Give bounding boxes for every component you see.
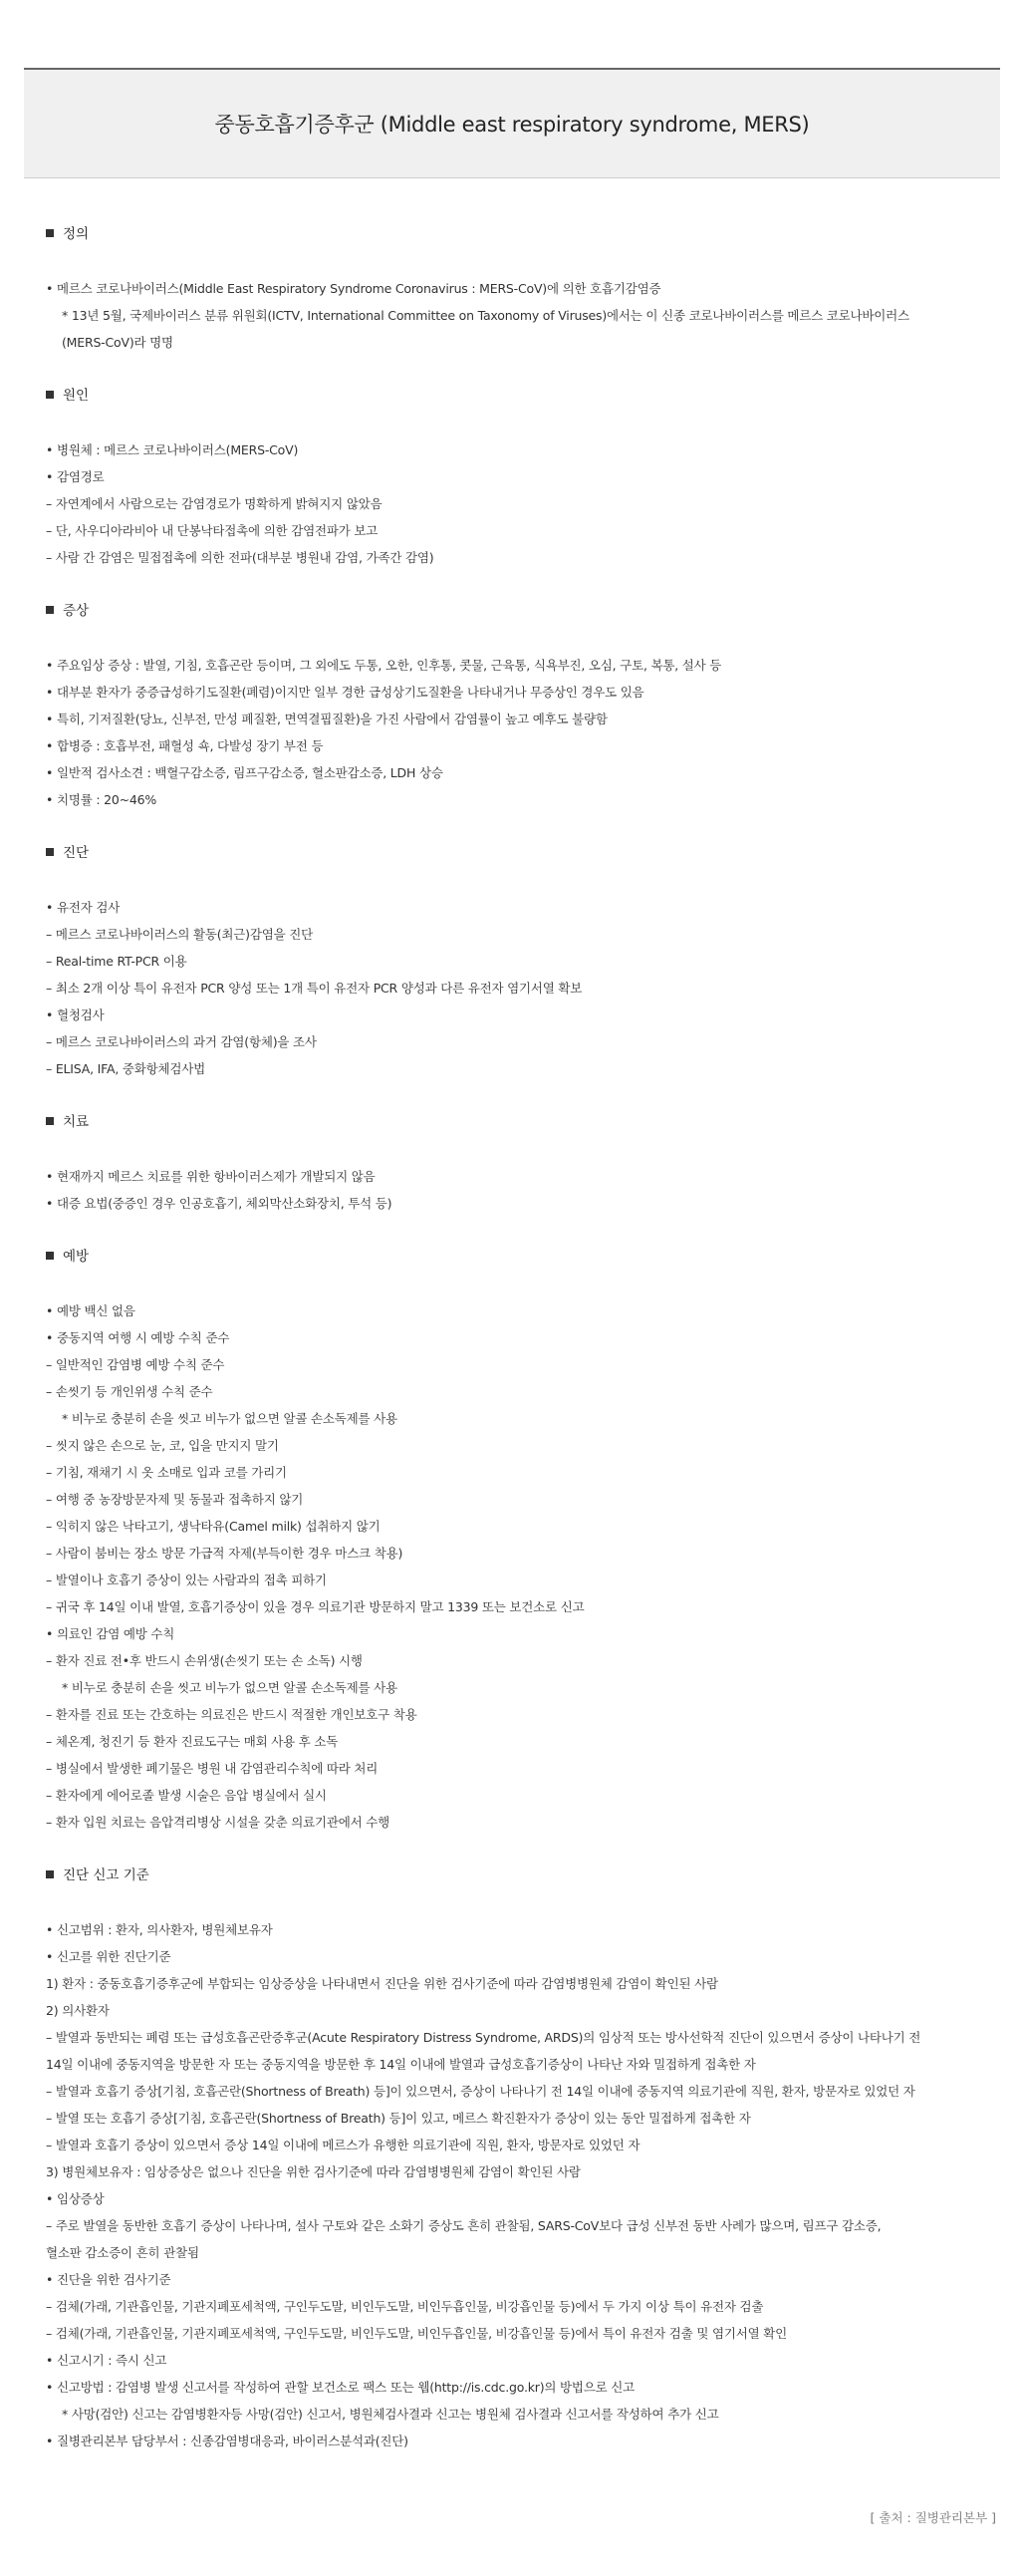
text-line: • 임상증상 — [46, 2191, 105, 2206]
text-line: – 검체(가래, 기관흡인물, 기관지폐포세척액, 구인두도말, 비인두도말, 비인두흡인물, 비강흡인물 등)에서 두 가지 이상 특이 유전자 검출 — [46, 2299, 764, 2314]
text-line: – 단, 사우디아라비아 내 단봉낙타접촉에 의한 감염전파가 보고 — [46, 523, 379, 538]
text-line: – 귀국 후 14일 이내 발열, 호흡기증상이 있을 경우 의료기관 방문하지 말고 1339 또는 보건소로 신고 — [46, 1599, 585, 1614]
text-line: • 감염경로 — [46, 469, 105, 484]
text-line: • 중동지역 여행 시 예방 수칙 준수 — [46, 1330, 230, 1345]
text-line: – 주로 발열을 동반한 호흡기 증상이 나타나며, 설사 구토와 같은 소화기 증상도 흔히 관찰됨, SARS-CoV보다 급성 신부전 동반 사례가 많으며, 림프구 감소증, — [46, 2218, 882, 2233]
text-line: 14일 이내에 중동지역을 방문한 자 또는 중동지역을 방문한 후 14일 이내에 발열과 급성호흡기증상이 나타난 자와 밀접하게 접촉한 자 — [46, 2057, 756, 2072]
text-line: • 치명률 : 20~46% — [46, 792, 157, 807]
section-heading — [46, 1862, 1002, 1889]
text-line: • 혈청검사 — [46, 1007, 105, 1022]
square-bullet-icon — [46, 229, 54, 237]
section — [46, 840, 1002, 1109]
square-bullet-icon — [46, 606, 54, 614]
text-line: – 손씻기 등 개인위생 수칙 준수 — [46, 1384, 213, 1399]
text-line: – 병실에서 발생한 폐기물은 병원 내 감염관리수칙에 따라 처리 — [46, 1761, 379, 1776]
section-heading-text: 진단 신고 기준 — [63, 1867, 149, 1883]
text-line: • 현재까지 메르스 치료를 위한 항바이러스제가 개발되지 않음 — [46, 1169, 376, 1184]
text-line: • 주요임상 증상 : 발열, 기침, 호흡곤란 등이며, 그 외에도 두통, 오한, 인후통, 콧물, 근육통, 식욕부진, 오심, 구토, 복통, 설사 등 — [46, 658, 722, 673]
text-line: – 검체(가래, 기관흡인물, 기관지폐포세척액, 구인두도말, 비인두도말, 비인두흡인물, 비강흡인물 등)에서 특이 유전자 검출 및 염기서열 확인 — [46, 2326, 787, 2341]
section — [46, 1862, 1002, 2481]
text-line: – 최소 2개 이상 특이 유전자 PCR 양성 또는 1개 특이 유전자 PCR 양성과 다른 유전자 염기서열 확보 — [46, 981, 583, 996]
section — [46, 1244, 1002, 1862]
section-heading-text: 예방 — [63, 1249, 90, 1265]
text-line: • 특히, 기저질환(당뇨, 신부전, 만성 폐질환, 면역결핍질환)을 가진 사람에서 감염률이 높고 예후도 불량함 — [46, 712, 608, 726]
square-bullet-icon — [46, 1117, 54, 1125]
text-line: * 13년 5월, 국제바이러스 분류 위원회(ICTV, International Committee on Taxonomy of Viruses)에서는 이 신종 코로나바이러스를 메르스 코로나바이러스 — [62, 308, 909, 323]
text-line: • 의료인 감염 예방 수칙 — [46, 1626, 175, 1641]
section-heading-text: 원인 — [63, 388, 90, 404]
text-line: 혈소판 감소증이 흔히 관찰됨 — [46, 2245, 199, 2260]
text-line: • 신고범위 : 환자, 의사환자, 병원체보유자 — [46, 1922, 273, 1937]
section — [46, 598, 1002, 840]
section-heading-text: 진단 — [63, 845, 90, 861]
text-line: – Real-time RT-PCR 이용 — [46, 954, 187, 969]
text-line: • 진단을 위한 검사기준 — [46, 2272, 171, 2287]
text-line: • 신고방법 : 감염병 발생 신고서를 작성하여 관할 보건소로 팩스 또는 웹(http://is.cdc.go.kr)의 방법으로 신고 — [46, 2380, 636, 2395]
text-line: 2) 의사환자 — [46, 2003, 110, 2018]
section-heading-text: 치료 — [63, 1114, 90, 1130]
text-line: – 씻지 않은 손으로 눈, 코, 입을 만지지 말기 — [46, 1438, 279, 1453]
section — [46, 1109, 1002, 1244]
text-line: • 신고를 위한 진단기준 — [46, 1949, 171, 1964]
text-line: – 환자를 진료 또는 간호하는 의료진은 반드시 적절한 개인보호구 착용 — [46, 1707, 417, 1722]
square-bullet-icon — [46, 1252, 54, 1260]
text-line: – 기침, 재채기 시 옷 소매로 입과 코를 가리기 — [46, 1465, 287, 1480]
text-line: – 발열과 동반되는 폐렴 또는 급성호흡곤란증후군(Acute Respiratory Distress Syndrome, ARDS)의 임상적 또는 방사선학적 진단이 있으면서 증상이 나타나기 전 — [46, 2030, 921, 2045]
text-line: – 사람이 붐비는 장소 방문 가급적 자제(부득이한 경우 마스크 착용) — [46, 1546, 403, 1561]
text-line: – 메르스 코로나바이러스의 활동(최근)감염을 진단 — [46, 927, 313, 942]
text-line: • 질병관리본부 담당부서 : 신종감염병대응과, 바이러스분석과(진단) — [46, 2433, 408, 2448]
text-line: • 신고시기 : 즉시 신고 — [46, 2353, 167, 2368]
section-heading — [46, 840, 1002, 867]
section-heading — [46, 598, 1002, 625]
text-line: • 유전자 검사 — [46, 900, 121, 915]
text-line: 3) 병원체보유자 : 임상증상은 없으나 진단을 위한 검사기준에 따라 감염병병원체 감염이 확인된 사람 — [46, 2164, 581, 2179]
section — [46, 221, 1002, 383]
text-line: – 사람 간 감염은 밀접접촉에 의한 전파(대부분 병원내 감염, 가족간 감염) — [46, 550, 434, 565]
text-line: • 일반적 검사소견 : 백혈구감소증, 림프구감소증, 혈소판감소증, LDH 상승 — [46, 765, 443, 780]
document-body — [46, 221, 1002, 2481]
text-line: * 비누로 충분히 손을 씻고 비누가 없으면 알콜 손소독제를 사용 — [62, 1680, 397, 1695]
text-line: – 발열과 호흡기 증상[기침, 호흡곤란(Shortness of Breath) 등]이 있으면서, 증상이 나타나기 전 14일 이내에 중동지역 의료기관에 직원, 환자, 방문자로 있었던 자 — [46, 2084, 915, 2099]
text-line: – 발열 또는 호흡기 증상[기침, 호흡곤란(Shortness of Breath) 등]이 있고, 메르스 확진환자가 증상이 있는 동안 밀접하게 접촉한 자 — [46, 2111, 751, 2126]
text-line: – 체온계, 청진기 등 환자 진료도구는 매회 사용 후 소독 — [46, 1734, 339, 1749]
square-bullet-icon — [46, 1870, 54, 1878]
text-line: • 대부분 환자가 중증급성하기도질환(폐렴)이지만 일부 경한 급성상기도질환을 나타내거나 무증상인 경우도 있음 — [46, 685, 644, 700]
text-line: 1) 환자 : 중동호흡기증후군에 부합되는 임상증상을 나타내면서 진단을 위한 검사기준에 따라 감염병병원체 감염이 확인된 사람 — [46, 1976, 718, 1991]
section-heading — [46, 1244, 1002, 1271]
section-heading — [46, 1109, 1002, 1136]
text-line: – 여행 중 농장방문자제 및 동물과 접촉하지 않기 — [46, 1492, 304, 1507]
text-line: – 발열이나 호흡기 증상이 있는 사람과의 접촉 피하기 — [46, 1573, 327, 1587]
page-title: 중동호흡기증후군 (Middle east respiratory syndrome, MERS) — [214, 113, 810, 137]
text-line: • 합병증 : 호흡부전, 패혈성 쇽, 다발성 장기 부전 등 — [46, 738, 324, 753]
text-line: – 일반적인 감염병 예방 수칙 준수 — [46, 1357, 225, 1372]
section — [46, 383, 1002, 598]
text-line: – 환자 진료 전•후 반드시 손위생(손씻기 또는 손 소독) 시행 — [46, 1653, 363, 1668]
source-credit: [ 출처 : 질병관리본부 ] — [870, 2510, 996, 2525]
section-heading — [46, 383, 1002, 410]
text-line: – 발열과 호흡기 증상이 있으면서 증상 14일 이내에 메르스가 유행한 의료기관에 직원, 환자, 방문자로 있었던 자 — [46, 2138, 640, 2152]
square-bullet-icon — [46, 848, 54, 856]
text-line: – 환자에게 에어로졸 발생 시술은 음압 병실에서 실시 — [46, 1788, 327, 1803]
text-line: – 익히지 않은 낙타고기, 생낙타유(Camel milk) 섭취하지 않기 — [46, 1519, 381, 1534]
text-line: (MERS-CoV)라 명명 — [62, 335, 173, 350]
text-line: – ELISA, IFA, 중화항체검사법 — [46, 1061, 205, 1076]
text-line: – 메르스 코로나바이러스의 과거 감염(항체)을 조사 — [46, 1034, 317, 1049]
section-heading-text: 정의 — [63, 226, 90, 242]
text-line: • 대증 요법(중증인 경우 인공호흡기, 체외막산소화장치, 투석 등) — [46, 1196, 392, 1211]
title-banner — [24, 68, 1000, 178]
text-line: – 환자 입원 치료는 음압격리병상 시설을 갖춘 의료기관에서 수행 — [46, 1815, 389, 1830]
text-line: • 예방 백신 없음 — [46, 1303, 135, 1318]
text-line: • 병원체 : 메르스 코로나바이러스(MERS-CoV) — [46, 442, 299, 457]
text-line: – 자연계에서 사람으로는 감염경로가 명확하게 밝혀지지 않았음 — [46, 496, 383, 511]
section-heading-text: 증상 — [63, 603, 90, 619]
text-line: • 메르스 코로나바이러스(Middle East Respiratory Syndrome Coronavirus : MERS-CoV)에 의한 호흡기감염증 — [46, 281, 661, 296]
square-bullet-icon — [46, 391, 54, 399]
text-line: * 사망(검안) 신고는 감염병환자등 사망(검안) 신고서, 병원체검사결과 신고는 병원체 검사결과 신고서를 작성하여 추가 신고 — [62, 2407, 719, 2422]
text-line: * 비누로 충분히 손을 씻고 비누가 없으면 알콜 손소독제를 사용 — [62, 1411, 397, 1426]
section-heading — [46, 221, 1002, 248]
